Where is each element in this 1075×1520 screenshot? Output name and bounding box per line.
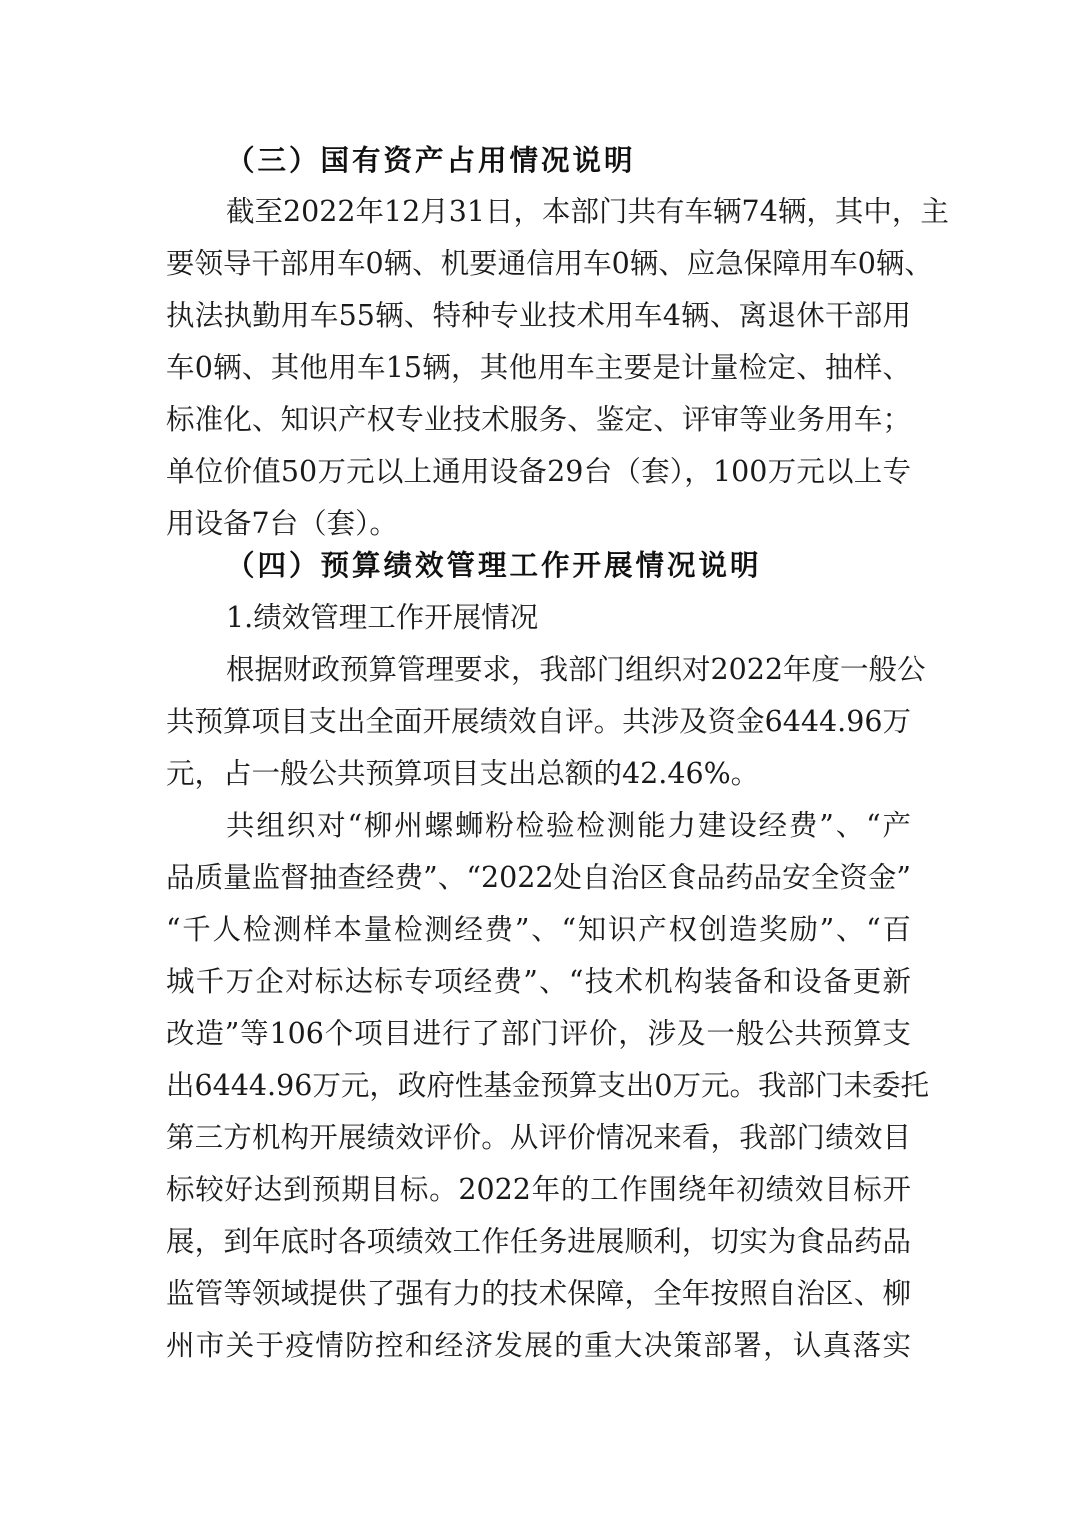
paragraph-line: 标较好达到预期目标。2022年的工作围绕年初绩效目标开 — [166, 1173, 911, 1206]
paragraph-line: 第三方机构开展绩效评价。从评价情况来看，我部门绩效目 — [166, 1121, 911, 1154]
paragraph-line: “千人检测样本量检测经费”、“知识产权创造奖励”、“百 — [166, 913, 911, 946]
paragraph-line: 改造”等106个项目进行了部门评价，涉及一般公共预算支 — [166, 1017, 911, 1050]
paragraph-line: 要领导干部用车0辆、机要通信用车0辆、应急保障用车0辆、 — [166, 247, 933, 280]
paragraph-line: 元，占一般公共预算项目支出总额的42.46%。 — [166, 757, 760, 790]
paragraph-line: 展，到年底时各项绩效工作任务进展顺利，切实为食品药品 — [166, 1225, 911, 1258]
paragraph-line: 截至2022年12月31日，本部门共有车辆74辆，其中，主 — [226, 195, 949, 228]
paragraph-line: 监管等领域提供了强有力的技术保障，全年按照自治区、柳 — [166, 1277, 911, 1310]
paragraph-line: 单位价值50万元以上通用设备29台（套），100万元以上专 — [166, 455, 911, 488]
paragraph-line: 品质量监督抽查经费”、“2022处自治区食品药品安全资金” — [166, 861, 911, 894]
paragraph-line: 共预算项目支出全面开展绩效自评。共涉及资金6444.96万 — [166, 705, 911, 738]
subsection-heading: 1.绩效管理工作开展情况 — [226, 601, 539, 634]
section-heading-assets: （三）国有资产占用情况说明 — [226, 143, 636, 177]
paragraph-line: 车0辆、其他用车15辆，其他用车主要是计量检定、抽样、 — [166, 351, 911, 384]
paragraph-line: 标准化、知识产权专业技术服务、鉴定、评审等业务用车； — [166, 403, 911, 436]
paragraph-line: 共组织对“柳州螺蛳粉检验检测能力建设经费”、“产 — [226, 809, 911, 842]
paragraph-line: 执法执勤用车55辆、特种专业技术用车4辆、离退休干部用 — [166, 299, 911, 332]
paragraph-line: 城千万企对标达标专项经费”、“技术机构装备和设备更新 — [166, 965, 911, 998]
paragraph-line: 用设备7台（套）。 — [166, 507, 398, 540]
paragraph-line: 根据财政预算管理要求，我部门组织对2022年度一般公 — [226, 653, 926, 686]
section-heading-performance: （四）预算绩效管理工作开展情况说明 — [226, 548, 762, 582]
paragraph-line: 出6444.96万元，政府性基金预算支出0万元。我部门未委托 — [166, 1069, 929, 1102]
paragraph-line: 州市关于疫情防控和经济发展的重大决策部署，认真落实 — [166, 1329, 911, 1362]
